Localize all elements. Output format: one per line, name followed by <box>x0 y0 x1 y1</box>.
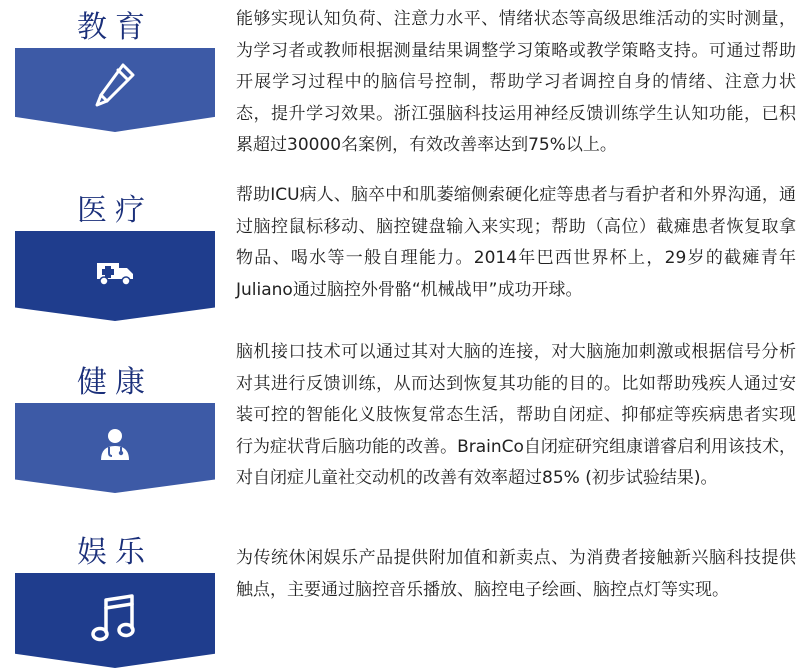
section-title: 娱乐 <box>15 525 215 573</box>
section-banner <box>15 403 215 493</box>
section-title: 教育 <box>15 0 215 48</box>
section-text-entertainment <box>236 543 796 606</box>
section-card-entertainment <box>15 525 215 668</box>
section-paragraph: 能够实现认知负荷、注意力水平、情绪状态等高级思维活动的实时测量，为学习者或教师根据测量结果调整学习策略或教学策略支持。可通过帮助开展学习过程中的脑信号控制，帮助学习者调控自身的情绪、注意力状态，提升学习效果。浙江强脑科技运用神经反馈训练学生认知功能，已积累超过30000名案例，有效改善率达到75%以上。 <box>236 9 796 155</box>
section-text-medical <box>236 180 796 306</box>
music-note-icon <box>90 592 140 644</box>
section-paragraph: 帮助ICU病人、脑卒中和肌萎缩侧索硬化症等患者与看护者和外界沟通，通过脑控鼠标移动、脑控键盘输入来实现；帮助（高位）截瘫患者恢复取拿物品、喝水等一般自理能力。2014年巴西世界杯上，29岁的截瘫青年Juliano通过脑控外骨骼“机械战甲”成功开球。 <box>236 185 796 300</box>
section-title: 医疗 <box>15 183 215 231</box>
section-paragraph: 脑机接口技术可以通过其对大脑的连接，对大脑施加刺激或根据信号分析对其进行反馈训练，从而达到恢复其功能的目的。比如帮助残疾人通过安装可控的智能化义肢恢复常态生活，帮助自闭症、抑郁症等疾病患者实现行为症状背后脑功能的改善。BrainCo自闭症研究组康谱睿启利用该技术，对自闭症儿童社交动机的改善有效率超过85% (初步试验结果)。 <box>236 342 796 488</box>
pencil-icon <box>93 61 137 109</box>
section-banner <box>15 48 215 132</box>
ambulance-icon <box>95 257 135 287</box>
section-banner <box>15 573 215 668</box>
section-text-health <box>236 337 796 495</box>
section-title: 健康 <box>15 355 215 403</box>
section-text-education <box>236 4 796 162</box>
section-card-education <box>15 0 215 132</box>
section-card-health <box>15 355 215 493</box>
doctor-icon <box>98 427 132 461</box>
section-paragraph: 为传统休闲娱乐产品提供附加值和新卖点、为消费者接触新兴脑科技提供触点，主要通过脑控音乐播放、脑控电子绘画、脑控点灯等实现。 <box>236 548 796 600</box>
section-banner <box>15 231 215 321</box>
section-card-medical <box>15 183 215 321</box>
